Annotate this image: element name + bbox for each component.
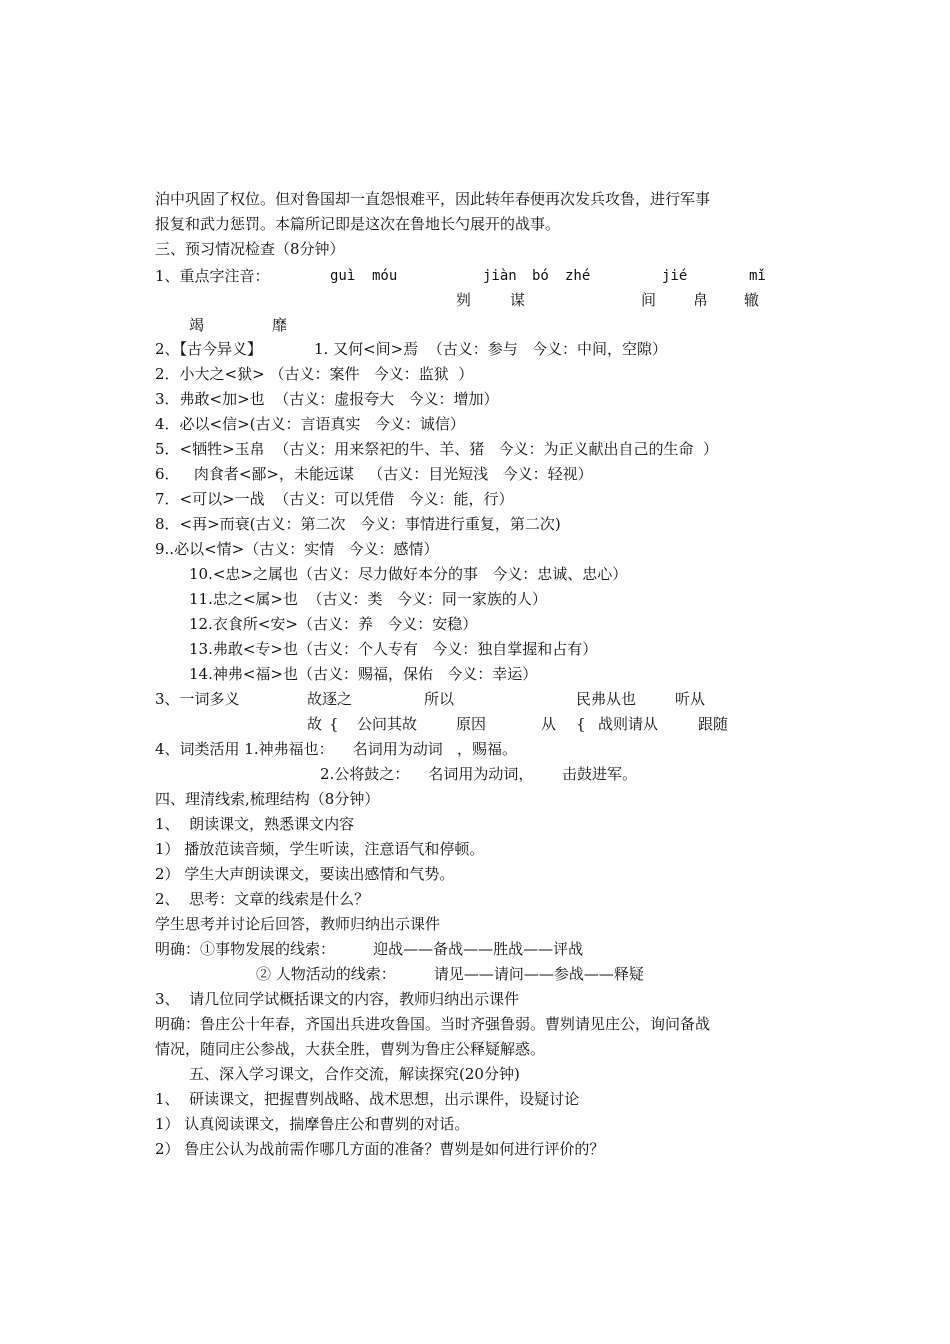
char-jian: 间 xyxy=(641,291,657,309)
guji-item-3: 3．弗敢<加>也 （古义：虚报夸大 今义：增加） xyxy=(155,390,499,408)
gu-word: 故 xyxy=(307,715,323,733)
gu-example-2: 公问其故 xyxy=(357,715,418,733)
pinyin-jian: jiàn xyxy=(483,268,517,284)
gu-meaning-1: 所以 xyxy=(424,690,455,708)
wordclass-line-1: 4、词类活用 1.神弗福也： 名词用为动词 ，赐福。 xyxy=(155,740,518,758)
gu-brace: { xyxy=(329,715,339,733)
pinyin-mou: móu xyxy=(372,268,398,284)
section4-line-4: 2、 思考：文章的线索是什么？ xyxy=(155,890,370,908)
gu-example-1: 故逐之 xyxy=(307,690,353,708)
pinyin-jie: jié xyxy=(662,268,688,284)
guji-item-5: 5．<牺牲>玉帛 （古义：用来祭祀的牛、羊、猪 今义：为正义献出自己的生命 ） xyxy=(155,440,719,458)
guji-item-13: 13.弗敢<专>也（古义：个人专有 今义：独自掌握和占有） xyxy=(189,640,598,658)
section3-heading: 三、预习情况检查（8分钟） xyxy=(155,240,345,258)
guji-item-6: 6． 肉食者<鄙>，未能远谋 （古义：目光短浅 今义：轻视） xyxy=(155,465,593,483)
intro-line-2: 报复和武力惩罚。本篇所记即是这次在鲁地长勺展开的战事。 xyxy=(155,215,561,233)
section4-line-6: 明确：①事物发展的线索： 迎战——备战——胜战——评战 xyxy=(155,940,584,958)
cong-meaning-2: 跟随 xyxy=(698,715,729,733)
gu-meaning-2: 原因 xyxy=(456,715,487,733)
char-mi: 靡 xyxy=(272,316,288,334)
cong-meaning-1: 听从 xyxy=(675,690,706,708)
guji-item-12: 12.衣食所<安>（古义：养 今义：安稳） xyxy=(189,615,478,633)
cong-example-2: 战则请从 xyxy=(598,715,659,733)
guji-item-7: 7．<可以>一战 （古义：可以凭借 今义：能，行） xyxy=(155,490,514,508)
char-gui: 刿 xyxy=(456,291,472,309)
cong-example-1: 民弗从也 xyxy=(576,690,637,708)
section4-heading: 四、理清线索,梳理结构（8分钟） xyxy=(155,790,380,808)
section5-line-1: 1、 研读课文，把握曹刿战略、战术思想，出示课件，设疑讨论 xyxy=(155,1090,580,1108)
guji-item-14: 14.神弗<福>也（古义：赐福，保佑 今义：幸运） xyxy=(189,665,538,683)
section4-line-2: 1） 播放范读音频，学生听读，注意语气和停顿。 xyxy=(155,840,485,858)
section4-line-3: 2） 学生大声朗读课文，要读出感情和气势。 xyxy=(155,865,455,883)
section4-line-7: ② 人物活动的线索： 请见——请问——参战——释疑 xyxy=(256,965,644,983)
guji-item-4: 4．必以<信>(古义：言语真实 今义：诚信） xyxy=(155,415,465,433)
char-jie: 竭 xyxy=(189,316,205,334)
guji-item-2: 2．小大之<狱> （古义：案件 今义：监狱 ） xyxy=(155,365,474,383)
pinyin-mi: mǐ xyxy=(749,268,766,284)
guji-heading: 2、【古今异义】 xyxy=(155,340,263,358)
pinyin-gui: guì xyxy=(330,268,356,284)
section5-heading: 五、深入学习课文，合作交流，解读探究(20分钟) xyxy=(189,1065,520,1083)
pinyin-bo: bó xyxy=(532,268,549,284)
section5-line-2: 1） 认真阅读课文，揣摩鲁庄公和曹刿的对话。 xyxy=(155,1115,470,1133)
char-bo: 帛 xyxy=(693,291,709,309)
intro-line-1: 泊中巩固了权位。但对鲁国却一直怨恨难平，因此转年春便再次发兵攻鲁，进行军事 xyxy=(155,190,711,208)
guji-item-11: 11.忠之<属>也 （古义：类 今义：同一家族的人） xyxy=(189,590,547,608)
guji-item-9: 9..必以<情>（古义：实情 今义：感情） xyxy=(155,540,439,558)
section4-line-1: 1、 朗读课文，熟悉课文内容 xyxy=(155,815,355,833)
cong-word: 从 xyxy=(541,715,557,733)
section4-line-5: 学生思考并讨论后回答，教师归纳出示课件 xyxy=(155,915,441,933)
pronunciation-label: 1、重点字注音： xyxy=(155,267,270,285)
guji-item-8: 8．<再>而衰(古义：第二次 今义：事情进行重复，第二次) xyxy=(155,515,561,533)
polysemy-label: 3、一词多义 xyxy=(155,690,240,708)
char-zhe: 辙 xyxy=(744,291,760,309)
section4-line-9: 明确：鲁庄公十年春，齐国出兵进攻鲁国。当时齐强鲁弱。曹刿请见庄公，询问备战 xyxy=(155,1015,711,1033)
char-mou: 谋 xyxy=(510,291,526,309)
section4-line-8: 3、 请几位同学试概括课文的内容，教师归纳出示课件 xyxy=(155,990,520,1008)
guji-item-1: 1. 又何<间>焉 （古义：参与 今义：中间，空隙） xyxy=(314,340,668,358)
pinyin-zhe: zhé xyxy=(565,268,591,284)
cong-brace: { xyxy=(576,715,586,733)
guji-item-10: 10.<忠>之属也（古义：尽力做好本分的事 今义：忠诚、忠心） xyxy=(189,565,628,583)
section5-line-3: 2） 鲁庄公认为战前需作哪几方面的准备？曹刿是如何进行评价的？ xyxy=(155,1140,605,1158)
wordclass-line-2: 2.公将鼓之： 名词用为动词， 击鼓进军。 xyxy=(320,765,637,783)
section4-line-10: 情况，随同庄公参战，大获全胜，曹刿为鲁庄公释疑解惑。 xyxy=(155,1040,546,1058)
